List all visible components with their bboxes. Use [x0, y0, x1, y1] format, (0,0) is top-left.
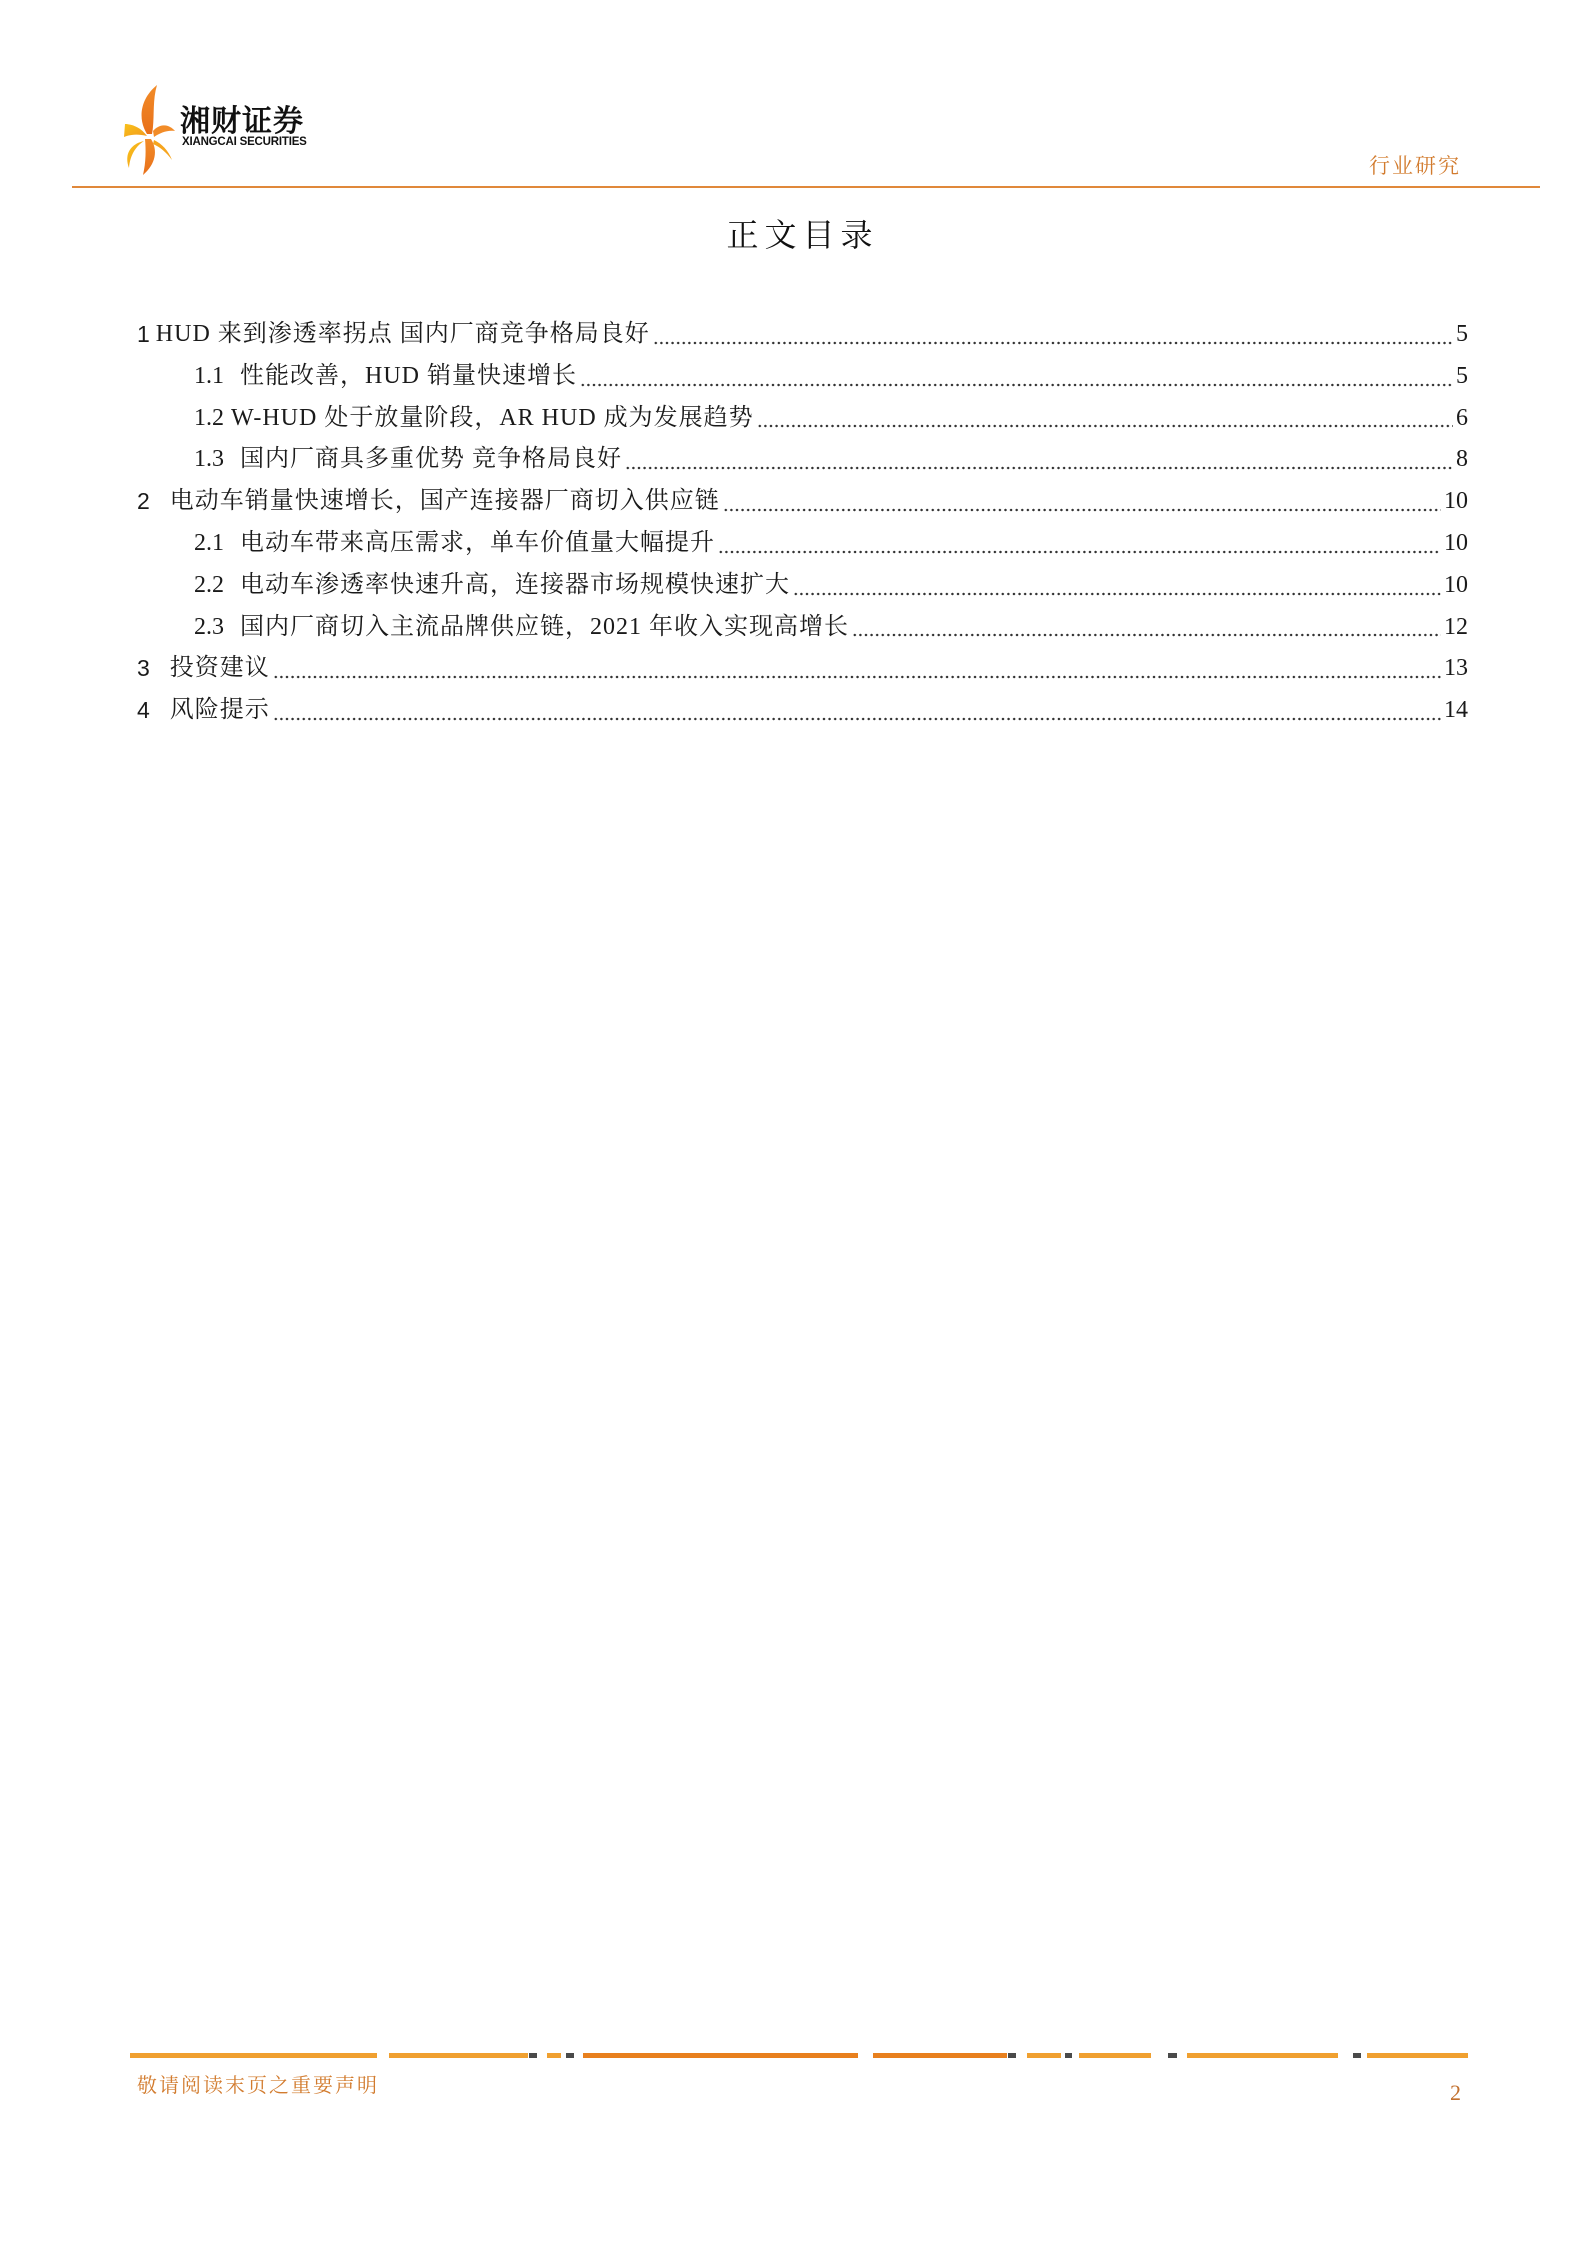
toc-entry-page: 14 [1444, 697, 1468, 724]
toc-dot-leader [718, 550, 1441, 554]
toc-entry-title: W-HUD 处于放量阶段，AR HUD 成为发展趋势 [231, 404, 754, 431]
header-divider [72, 186, 1540, 188]
toc-dot-leader [625, 466, 1453, 470]
toc-dot-leader [273, 717, 1441, 721]
toc-entry[interactable] [137, 481, 1468, 523]
toc-entry-page: 5 [1456, 321, 1468, 347]
toc-entry[interactable] [137, 565, 1468, 607]
toc-entry-title: 风险提示 [169, 697, 270, 724]
toc-entry[interactable] [137, 607, 1468, 649]
toc-entry[interactable] [137, 690, 1468, 732]
toc-dot-leader [273, 675, 1441, 679]
toc-entry-title: 性能改善，HUD 销量快速增长 [240, 362, 577, 389]
toc-dot-leader [852, 633, 1441, 637]
footer-disclaimer-notice: 敬请阅读末页之重要声明 [137, 2075, 379, 2097]
company-name-cn: 湘财证券 [180, 105, 304, 138]
table-of-contents [137, 314, 1468, 732]
toc-dot-leader [793, 592, 1441, 596]
toc-entry[interactable] [137, 648, 1468, 690]
toc-entry-number: 1.2 [194, 404, 224, 431]
toc-entry-title: HUD 来到渗透率拐点 国内厂商竞争格局良好 [155, 321, 650, 347]
toc-entry-number: 2 [137, 488, 150, 515]
footer-divider [0, 2052, 1587, 2059]
toc-entry-number: 2.3 [194, 613, 224, 640]
toc-entry-number: 1 [137, 321, 150, 347]
toc-entry[interactable] [137, 314, 1468, 356]
toc-entry-page: 10 [1444, 571, 1468, 598]
toc-entry-number: 2.2 [194, 571, 224, 598]
toc-entry-page: 13 [1444, 655, 1468, 682]
toc-entry-title: 电动车销量快速增长，国产连接器厂商切入供应链 [169, 488, 720, 515]
toc-entry[interactable] [137, 439, 1468, 481]
company-logo-icon [124, 84, 176, 176]
page-title: 正文目录 [726, 217, 879, 253]
toc-entry[interactable] [137, 398, 1468, 440]
toc-entry-title: 国内厂商具多重优势 竞争格局良好 [240, 446, 622, 473]
toc-entry[interactable] [137, 356, 1468, 398]
toc-entry-title: 电动车带来高压需求，单车价值量大幅提升 [240, 529, 715, 556]
toc-dot-leader [580, 383, 1453, 387]
toc-dot-leader [653, 341, 1453, 345]
toc-entry-number: 3 [137, 655, 150, 682]
toc-entry-number: 4 [137, 697, 150, 724]
company-name-en: XIANGCAI SECURITIES [182, 136, 307, 148]
toc-entry-title: 国内厂商切入主流品牌供应链，2021 年收入实现高增长 [240, 613, 849, 640]
toc-entry-number: 2.1 [194, 529, 224, 556]
toc-entry[interactable] [137, 523, 1468, 565]
toc-entry-page: 5 [1456, 362, 1468, 389]
toc-dot-leader [723, 508, 1441, 512]
toc-entry-page: 8 [1456, 446, 1468, 473]
page-number: 2 [1450, 2080, 1461, 2105]
toc-entry-page: 10 [1444, 488, 1468, 515]
toc-entry-number: 1.1 [194, 362, 224, 389]
report-category: 行业研究 [1369, 154, 1461, 178]
toc-dot-leader [757, 424, 1453, 428]
toc-entry-title: 电动车渗透率快速升高，连接器市场规模快速扩大 [240, 571, 790, 598]
toc-entry-page: 10 [1444, 529, 1468, 556]
toc-entry-number: 1.3 [194, 446, 224, 473]
toc-entry-page: 12 [1444, 613, 1468, 640]
toc-entry-page: 6 [1456, 404, 1468, 431]
toc-entry-title: 投资建议 [169, 655, 270, 682]
